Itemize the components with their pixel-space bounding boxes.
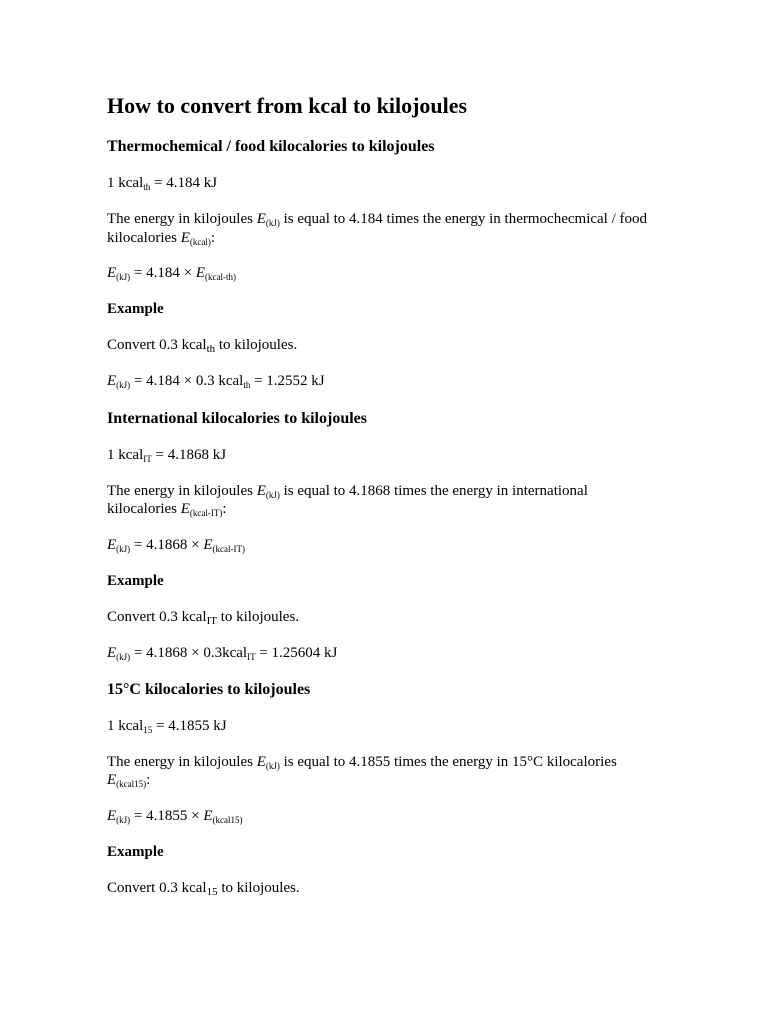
definition-thermochemical: 1 kcal$_{th}$ = 4.184 kJ — [107, 175, 218, 192]
explanation-international-line1: The energy in kilojoules $E_{(kJ)}$ is equal to 4.1868 times the energy in international — [107, 483, 588, 500]
explanation-international-line2: kilocalories $E_{(kcal-IT)}$: — [107, 501, 227, 518]
section-heading-thermochemical: Thermochemical / food kilocalories to kilojoules — [107, 138, 435, 155]
explanation-15c-line2: $E_{(kcal15)}$: — [107, 772, 151, 789]
example-label-15c: Example — [107, 844, 164, 860]
example-label-international: Example — [107, 573, 164, 589]
example-label-thermochemical: Example — [107, 301, 164, 317]
explanation-15c-line1: The energy in kilojoules $E_{(kJ)}$ is equal to 4.1855 times the energy in 15°C kilocalories — [107, 754, 617, 771]
formula-15c: $E_{(kJ)} = 4.1855 \times E_{(kcal15)}$ — [107, 808, 243, 825]
formula-thermochemical: $E_{(kJ)} = 4.184 \times E_{(kcal-th)}$ — [107, 265, 236, 282]
section-heading-international: International kilocalories to kilojoules — [107, 410, 367, 427]
section-heading-15c: 15°C kilocalories to kilojoules — [107, 681, 311, 698]
example-text-international: Convert 0.3 kcal$_{IT}$ to kilojoules. — [107, 609, 300, 627]
explanation-thermochemical-line2: kilocalories $E_{(kcal)}$: — [107, 230, 216, 247]
definition-international: 1 kcal$_{IT}$ = 4.1868 kJ — [107, 447, 227, 464]
explanation-thermochemical-line1: The energy in kilojoules $E_{(kJ)}$ is equal to 4.184 times the energy in thermochecmical / food — [107, 211, 648, 228]
example-text-15c: Convert 0.3 kcal$_{15}$ to kilojoules. — [107, 880, 300, 898]
formula-international: $E_{(kJ)} = 4.1868 \times E_{(kcal-IT)}$ — [107, 537, 245, 554]
example-result-thermochemical: $E_{(kJ)} = 4.184 \times 0.3$ kcal$_{th}$ = 1.2552 kJ — [107, 373, 325, 390]
example-result-international: $E_{(kJ)} = 4.1868$ × 0.3kcal$_{IT}$ = 1.25604 kJ — [107, 645, 338, 662]
definition-15c: 1 kcal$_{15}$ = 4.1855 kJ — [107, 718, 227, 735]
page-title: How to convert from kcal to kilojoules — [107, 93, 468, 118]
example-text-thermochemical: Convert 0.3 kcal$_{th}$ to kilojoules. — [107, 337, 298, 355]
